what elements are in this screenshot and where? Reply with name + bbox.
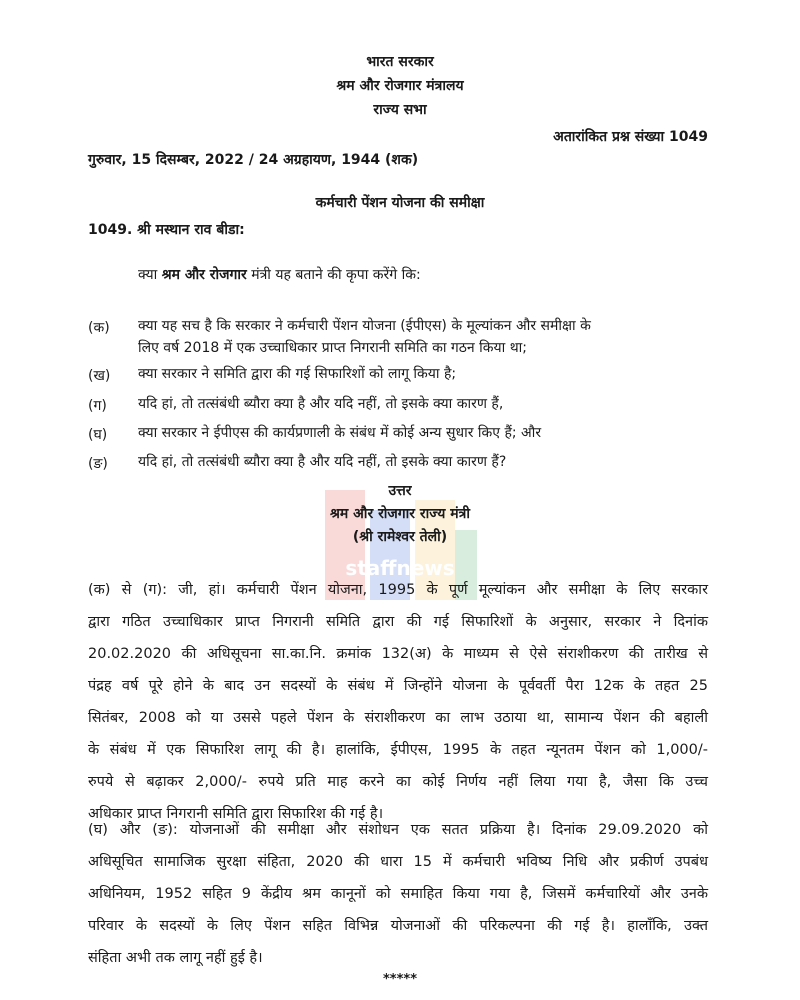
- question-date: गुरुवार, 15 दिसम्बर, 2022 / 24 अग्रहायण, 1944 (शक): [88, 152, 419, 168]
- header-government: भारत सरकार: [366, 54, 434, 70]
- document-title: कर्मचारी पेंशन योजना की समीक्षा: [315, 195, 485, 211]
- paragraph-line: (घ) और (ङ): योजनाओं की समीक्षा और संशोधन एक सतत प्रक्रिया है। दिनांक 29.09.2020 को: [88, 822, 708, 838]
- paragraph-line: रुपये से बढ़ाकर 2,000/- रुपये प्रति माह करने का कोई निर्णय नहीं लिया गया है, जैसा कि उच्च: [88, 774, 708, 790]
- minister-name: (श्री रामेश्वर तेली): [352, 529, 448, 545]
- paragraph-line: पंद्रह वर्ष पूरे होने के बाद उन सदस्यों के संबंध में जिन्होंने योजना के पूर्ववर्ती पैरा 12क के तहत 25: [88, 678, 708, 694]
- header-house: राज्य सभा: [373, 102, 427, 118]
- question-item-text: [138, 363, 698, 385]
- question-item-line: क्या यह सच है कि सरकार ने कर्मचारी पेंशन योजना (ईपीएस) के मूल्यांकन और समीक्षा के: [138, 318, 591, 334]
- paragraph-line: 20.02.2020 की अधिसूचना सा.का.नि. क्रमांक 132(अ) के माध्यम से ऐसे संराशीकरण की तारीख से: [88, 646, 708, 662]
- watermark-text: staffnews: [345, 556, 455, 580]
- paragraph-line: सितंबर, 2008 को या उससे पहले पेंशन के संराशीकरण का लाभ उठाया था, सामान्य पेंशन की बहाली: [88, 710, 708, 726]
- question-item-line: लिए वर्ष 2018 में एक उच्चाधिकार प्राप्त निगरानी समिति का गठन किया था;: [138, 340, 527, 356]
- question-item-label: (ग): [88, 398, 107, 414]
- intro-ministry: श्रम और रोजगार: [161, 267, 247, 283]
- question-item-label: (ख): [88, 368, 111, 384]
- answer-paragraph-2: [88, 814, 708, 974]
- question-intro: [138, 265, 421, 284]
- question-item-text: [138, 315, 698, 359]
- question-item-line: यदि हां, तो तत्संबंधी ब्यौरा क्या है और यदि नहीं, तो इसके क्या कारण हैं,: [138, 396, 504, 412]
- answer-heading: उत्तर: [388, 483, 412, 499]
- end-mark: *****: [383, 972, 417, 987]
- question-item-text: [138, 451, 698, 473]
- paragraph-line: (क) से (ग): जी, हां। कर्मचारी पेंशन योजना, 1995 के पूर्ण मूल्यांकन और समीक्षा के लिए सरकार: [88, 582, 708, 598]
- question-item-line: क्या सरकार ने समिति द्वारा की गई सिफारिशों को लागू किया है;: [138, 366, 457, 382]
- question-type: अतारांकित प्रश्न संख्या 1049: [553, 129, 708, 145]
- paragraph-line: परिवार के सदस्यों के लिए पेंशन सहित विभिन्न योजनाओं की परिकल्पना की गई है। हालाँकि, उक्त: [88, 918, 708, 934]
- question-number-member: 1049. श्री मस्थान राव बीडा:: [88, 222, 245, 238]
- question-item-label: (क): [88, 320, 110, 336]
- question-item-text: [138, 422, 698, 444]
- question-item-text: [138, 393, 698, 415]
- paragraph-line: के संबंध में एक सिफारिश लागू की है। हालांकि, ईपीएस, 1995 के तहत न्यूनतम पेंशन को 1,000/-: [88, 742, 708, 758]
- paragraph-line: अधिनियम, 1952 सहित 9 केंद्रीय श्रम कानूनों को समाहित किया गया है, जिसमें कर्मचारियों और उनके: [88, 886, 708, 902]
- question-item-line: यदि हां, तो तत्संबंधी ब्यौरा क्या है और यदि नहीं, तो इसके क्या कारण हैं?: [138, 454, 507, 470]
- paragraph-line: द्वारा गठित उच्चाधिकार प्राप्त निगरानी समिति द्वारा की गई सिफारिशों के अनुसार, सरकार ने दिनांक: [88, 614, 708, 630]
- question-item-label: (घ): [88, 427, 108, 443]
- header-ministry: श्रम और रोजगार मंत्रालय: [336, 78, 464, 94]
- minister-title: श्रम और रोजगार राज्य मंत्री: [329, 506, 470, 522]
- paragraph-line: संहिता अभी तक लागू नहीं हुई है।: [88, 950, 263, 966]
- intro-suffix: मंत्री यह बताने की कृपा करेंगे कि:: [246, 267, 421, 283]
- paragraph-line: अधिकार प्राप्त निगरानी समिति द्वारा सिफारिश की गई है।: [88, 806, 384, 822]
- intro-prefix: क्या: [138, 267, 162, 283]
- question-item-line: क्या सरकार ने ईपीएस की कार्यप्रणाली के संबंध में कोई अन्य सुधार किए हैं; और: [138, 425, 542, 441]
- question-item-label: (ङ): [88, 456, 108, 472]
- paragraph-line: अधिसूचित सामाजिक सुरक्षा संहिता, 2020 की धारा 15 में कर्मचारी भविष्य निधि और प्रकीर्ण उपबंध: [88, 854, 708, 870]
- answer-paragraph-1: [88, 574, 708, 830]
